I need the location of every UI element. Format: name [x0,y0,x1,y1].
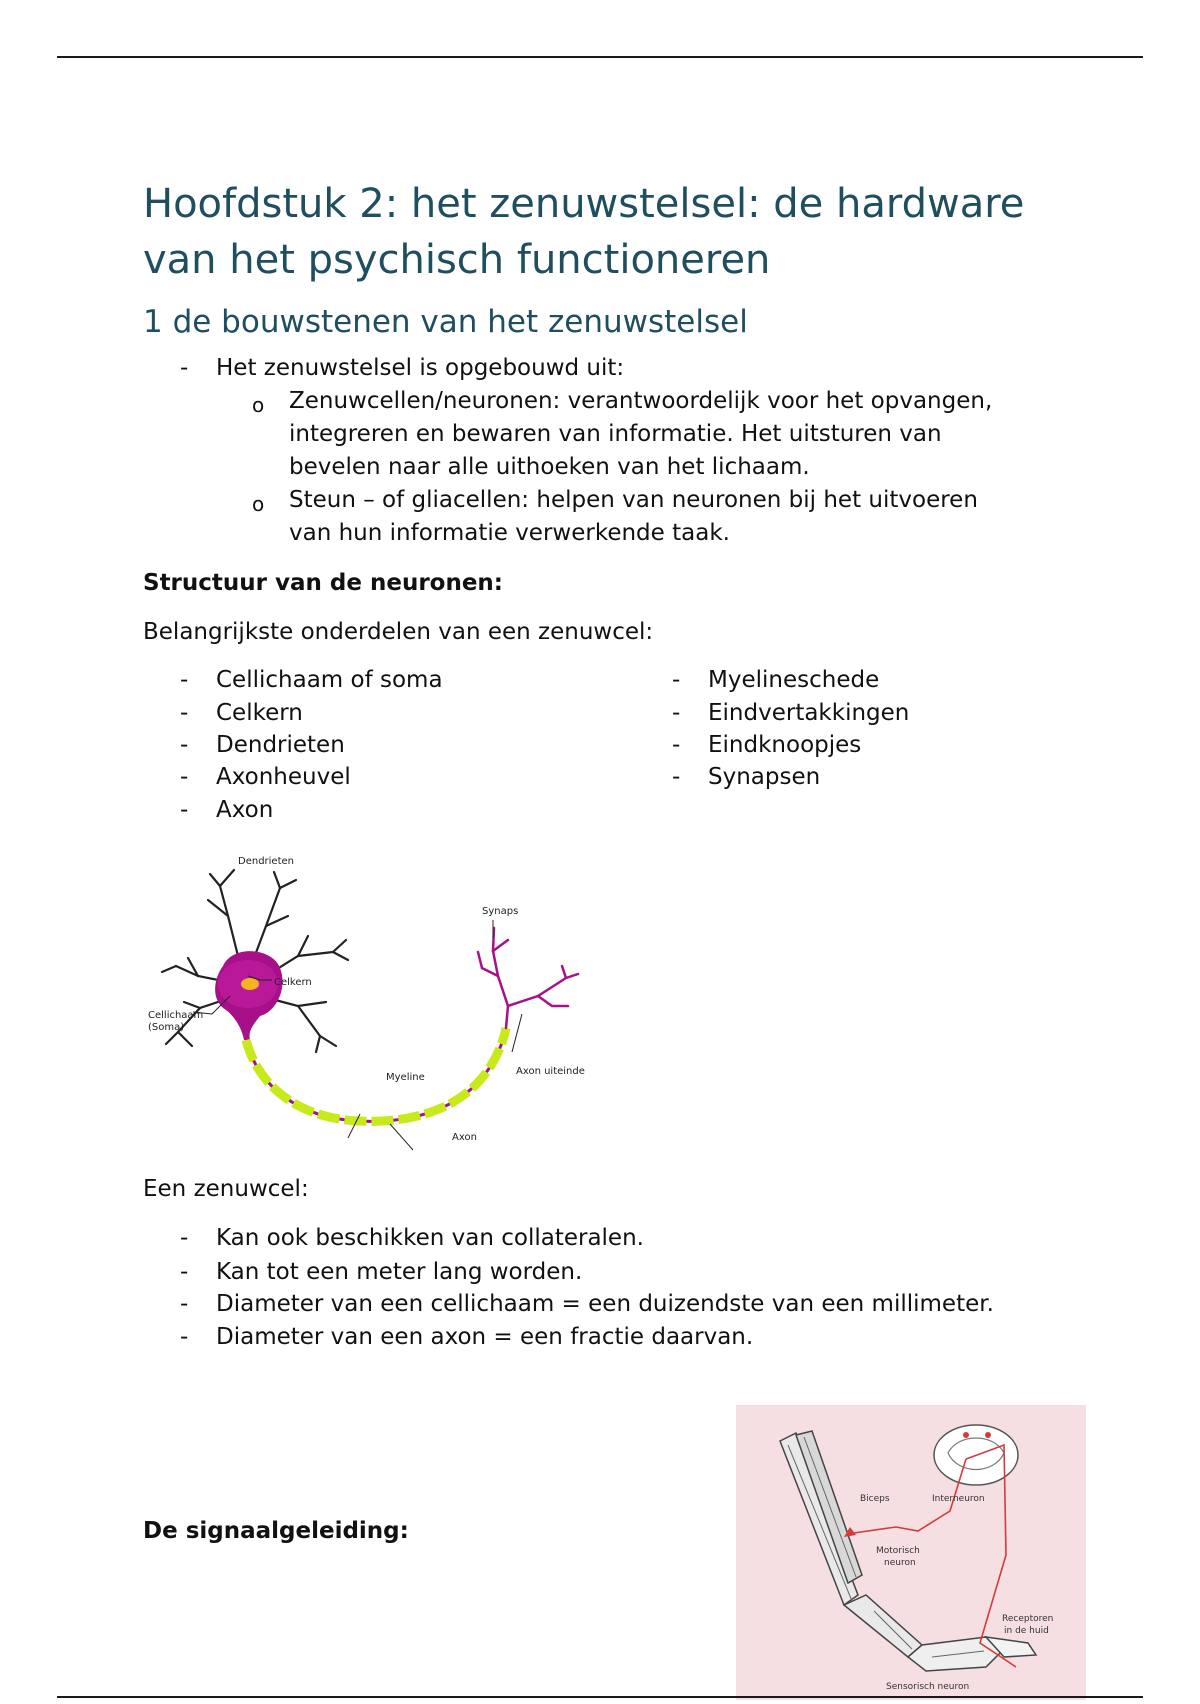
label-dendrites: Dendrieten [238,856,294,867]
list-dash: - [180,1225,189,1251]
list-dash: - [180,700,189,726]
nucleus-shape [241,978,259,990]
label-motor-neuron-2: neuron [884,1558,916,1568]
list-dash: - [672,667,681,693]
label-nucleus: Celkern [274,977,312,988]
label-axon-end: Axon uiteinde [516,1066,585,1077]
list-item: Eindvertakkingen [708,700,910,726]
label-soma: Cellichaam [148,1010,204,1021]
list-dash: - [180,764,189,790]
list-dash: - [180,1324,189,1350]
list-dash: - [180,355,189,381]
header-rule [57,56,1143,58]
list-dash: - [672,700,681,726]
list-item: Kan ook beschikken van collateralen. [216,1225,644,1251]
reflex-arc-illustration [736,1405,1086,1700]
intro-sub-1-line3: bevelen naar alle uithoeken van het lichaam. [289,454,810,480]
list-item: Dendrieten [216,732,345,758]
footer-rule [57,1696,1143,1698]
intro-sub-1-line2: integreren en bewaren van informatie. Het uitsturen van [289,421,942,447]
list-dash: - [180,1291,189,1317]
label-motor-neuron: Motorisch [876,1546,920,1556]
axon-shape [246,1028,506,1121]
list-item: Kan tot een meter lang worden. [216,1259,583,1285]
list-item: Diameter van een axon = een fractie daarvan. [216,1324,754,1350]
label-receptors: Receptoren [1002,1614,1054,1624]
list-item: Celkern [216,700,303,726]
label-sensory-neuron: Sensorisch neuron [886,1682,970,1692]
label-receptors-2: in de huid [1004,1626,1049,1636]
list-item: Synapsen [708,764,821,790]
neuron-heading: Een zenuwcel: [143,1176,309,1202]
list-item: Cellichaam of soma [216,667,443,693]
list-item: Axonheuvel [216,764,351,790]
list-dash: - [180,797,189,823]
section-title: 1 de bouwstenen van het zenuwstelsel [143,304,748,340]
sub-bullet: o [252,393,265,417]
structure-heading: Structuur van de neuronen: [143,570,504,596]
intro-sub-1-line1: Zenuwcellen/neuronen: verantwoordelijk voor het opvangen, [289,388,993,414]
list-item: Eindknoopjes [708,732,862,758]
myelin-shape [246,1028,506,1121]
label-synapse: Synaps [482,906,519,917]
axon-terminal-shape [478,928,578,1028]
list-item: Diameter van een cellichaam = een duizendste van een millimeter. [216,1291,994,1317]
interneuron-dot [963,1432,969,1438]
label-interneuron: Interneuron [932,1494,985,1504]
label-myelin: Myeline [386,1072,425,1083]
interneuron-dot [985,1432,991,1438]
list-dash: - [180,732,189,758]
intro-sub-2-line2: van hun informatie verwerkende taak. [289,520,730,546]
list-dash: - [180,1259,189,1285]
list-item: Axon [216,797,274,823]
list-dash: - [180,667,189,693]
label-soma-paren: (Soma) [148,1022,185,1033]
parts-intro: Belangrijkste onderdelen van een zenuwcel: [143,619,654,645]
reflex-arc-diagram [736,1405,1086,1700]
label-axon: Axon [452,1132,477,1143]
intro-lead: Het zenuwstelsel is opgebouwd uit: [216,355,625,381]
list-dash: - [672,764,681,790]
list-dash: - [672,732,681,758]
label-biceps: Biceps [860,1494,890,1504]
intro-sub-2-line1: Steun – of gliacellen: helpen van neuronen bij het uitvoeren [289,487,978,513]
page-title: Hoofdstuk 2: het zenuwstelsel: de hardware van het psychisch functioneren [143,181,1025,283]
sub-bullet: o [252,492,265,516]
neuron-diagram [148,856,628,1152]
signal-heading: De signaalgeleiding: [143,1518,409,1544]
list-item: Myelineschede [708,667,880,693]
